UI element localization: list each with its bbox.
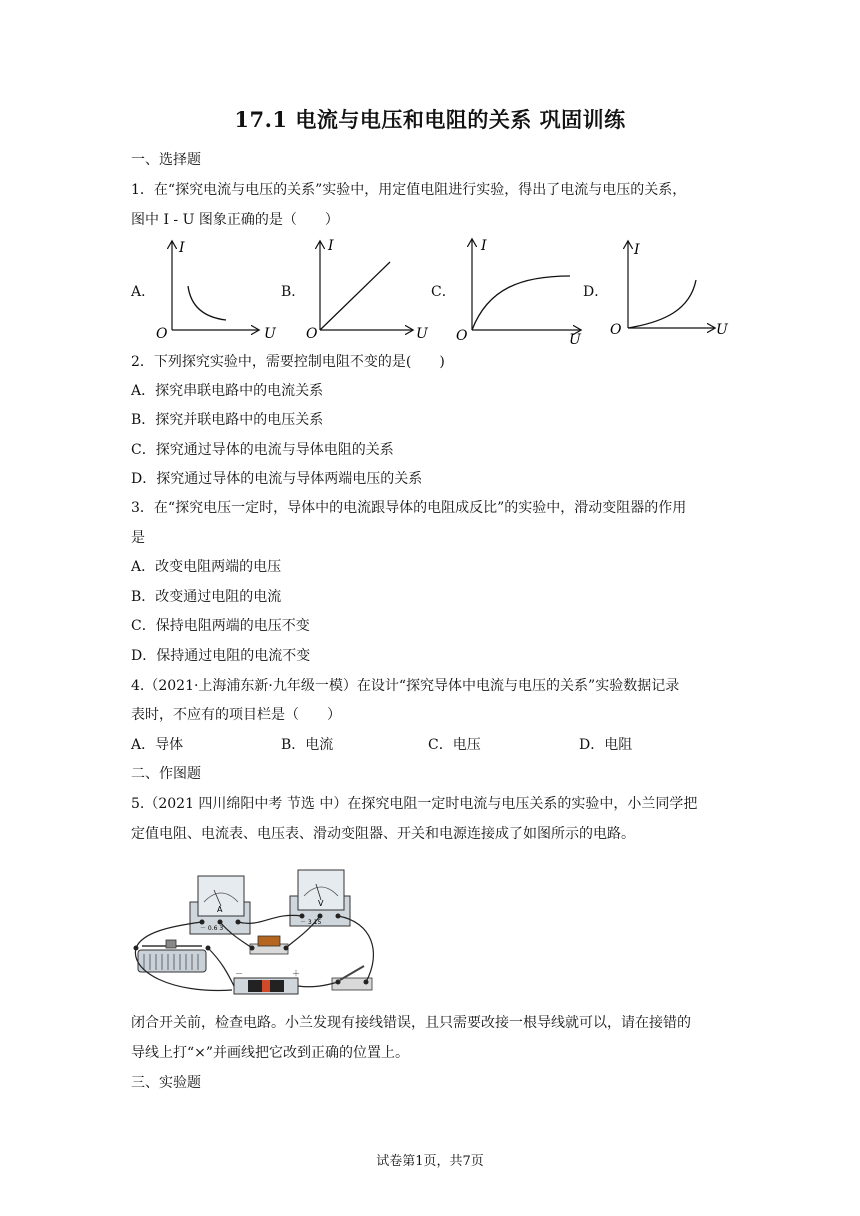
section-heading-drawing: 二、作图题 [131, 766, 201, 782]
q5-stem-line3: 闭合开关前，检查电路。小兰发现有接线错误，且只需要改接一根导线就可以，请在接错的 [131, 1015, 691, 1031]
graph-a [152, 234, 282, 344]
q2-option-a: A．探究串联电路中的电流关系 [131, 383, 324, 399]
battery-plus: ＋ [292, 969, 300, 978]
q4-option-a: A．导体 [131, 737, 184, 753]
curve [472, 276, 570, 330]
y-axis-label: I [481, 238, 487, 254]
graph-d [604, 234, 734, 344]
battery [234, 969, 300, 994]
ammeter-letter: A [217, 905, 223, 914]
q2-option-b: B．探究并联电路中的电压关系 [131, 412, 324, 428]
q4-option-d: D．电阻 [579, 737, 633, 753]
q3-option-c: C．保持电阻两端的电压不变 [131, 618, 310, 634]
q2-option-d: D．探究通过导体的电流与导体两端电压的关系 [131, 471, 423, 487]
q5-stem-line1: 5.（2021 四川绵阳中考 节选 中）在探究电阻一定时电流与电压关系的实验中，小兰同学把 [131, 796, 698, 812]
ammeter [190, 876, 250, 934]
q4-stem-line1: 4.（2021·上海浦东新·九年级一模）在设计“探究导体中电流与电压的关系”实验数据记录 [131, 678, 680, 694]
q2-stem: 2．下列探究实验中，需要控制电阻不变的是( ) [131, 354, 445, 370]
ammeter-terminals: － 0.6 3 [200, 925, 224, 932]
rheostat [134, 940, 211, 972]
q3-option-b: B．改变通过电阻的电流 [131, 589, 282, 605]
q5-stem-line2: 定值电阻、电流表、电压表、滑动变阻器、开关和电源连接成了如图所示的电路。 [131, 826, 635, 842]
q3-stem-line2: 是 [131, 530, 145, 546]
page-title: 17.1 电流与电压和电阻的关系 巩固训练 [234, 107, 626, 132]
q1-option-d-label: D． [583, 284, 609, 300]
y-axis-label: I [179, 240, 185, 256]
x-axis-label: U [264, 326, 276, 342]
q4-option-c: C．电压 [428, 737, 481, 753]
q3-option-d: D．保持通过电阻的电流不变 [131, 648, 311, 664]
battery-minus: － [235, 969, 243, 978]
graph-b [302, 234, 432, 344]
q1-option-b-label: B． [281, 284, 306, 300]
q1-option-a-label: A． [131, 284, 156, 300]
origin-label: O [610, 322, 622, 338]
q1-stem-line1: 1．在“探究电流与电压的关系”实验中，用定值电阻进行实验，得出了电流与电压的关系， [131, 182, 687, 198]
origin-label: O [306, 326, 318, 342]
page-footer: 试卷第1页，共7页 [376, 1154, 484, 1169]
origin-label: O [156, 326, 168, 342]
x-axis-label: U [416, 326, 428, 342]
voltmeter [290, 870, 350, 926]
graph-c [452, 230, 592, 346]
q2-option-c: C．探究通过导体的电流与导体电阻的关系 [131, 442, 394, 458]
y-axis-label: I [328, 238, 334, 254]
q3-stem-line1: 3．在“探究电压一定时，导体中的电流跟导体的电阻成反比”的实验中，滑动变阻器的作用 [131, 500, 687, 516]
q4-stem-line2: 表时，不应有的项目栏是（ ） [131, 707, 341, 723]
voltmeter-terminals: － 3 15 [300, 919, 322, 926]
section-heading-experiment: 三、实验题 [131, 1075, 201, 1091]
circuit-diagram [132, 862, 384, 1002]
q4-option-b: B．电流 [281, 737, 334, 753]
x-axis-label: U [569, 332, 581, 346]
curve [628, 280, 696, 328]
origin-label: O [456, 328, 468, 344]
q1-stem-line2: 图中 I - U 图象正确的是（ ） [131, 212, 339, 228]
switch [332, 966, 372, 990]
x-axis-label: U [716, 322, 728, 338]
q1-option-c-label: C． [431, 284, 456, 300]
voltmeter-letter: V [318, 899, 324, 908]
line [320, 262, 390, 330]
curve [188, 286, 226, 320]
fixed-resistor [250, 936, 289, 954]
section-heading-choice: 一、选择题 [131, 152, 201, 168]
q5-stem-line4: 导线上打“×”并画线把它改到正确的位置上。 [131, 1045, 410, 1061]
y-axis-label: I [634, 242, 640, 258]
q3-option-a: A．改变电阻两端的电压 [131, 559, 282, 575]
